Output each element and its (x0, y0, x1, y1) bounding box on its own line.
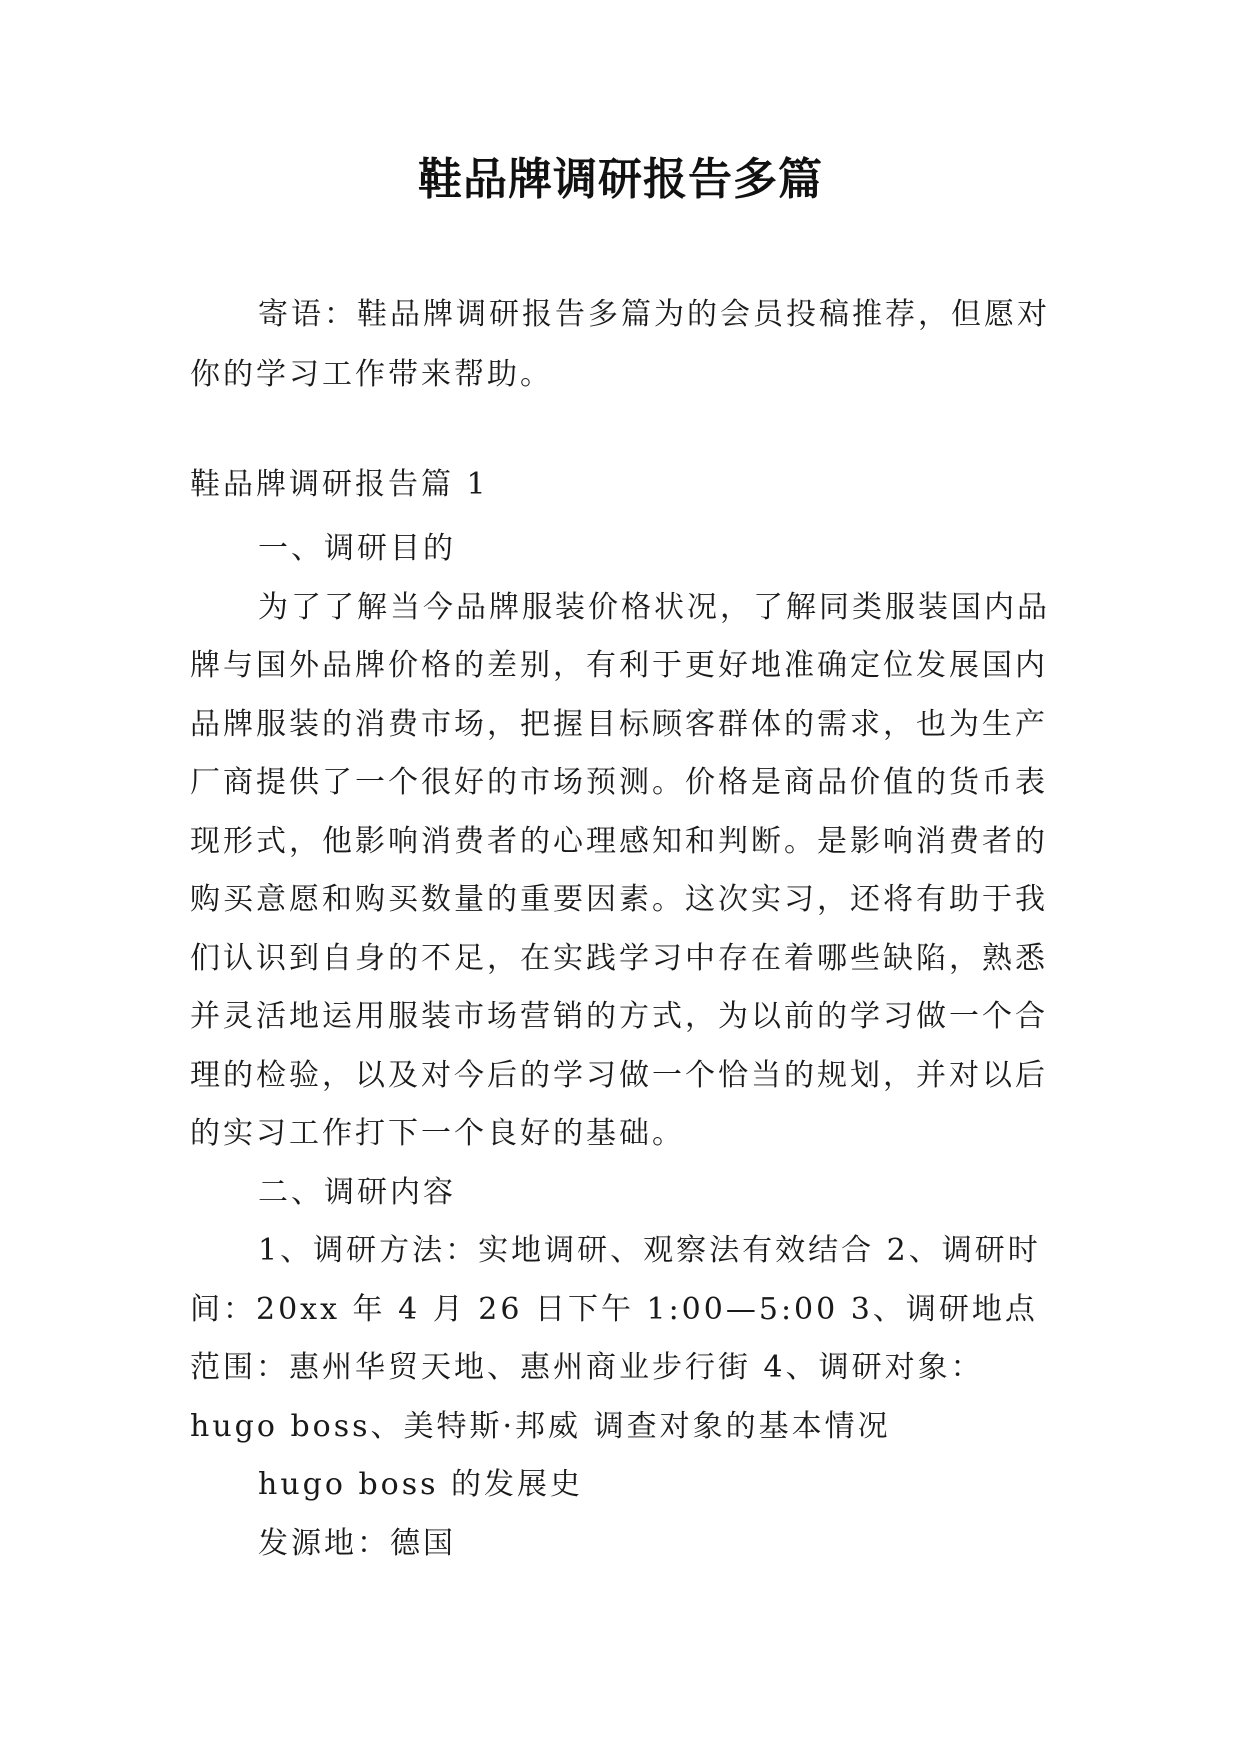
intro-paragraph: 寄语：鞋品牌调研报告多篇为的会员投稿推荐，但愿对你的学习工作带来帮助。 (190, 297, 1050, 392)
heading-research-purpose: 一、调研目的 (258, 531, 456, 566)
document-title: 鞋品牌调研报告多篇 (418, 154, 823, 205)
paragraph-research-details: 1、调研方法：实地调研、观察法有效结合 2、调研时间：20xx 年 4 月 26 日下午 1:00—5:00 3、调研地点范围：惠州华贸天地、惠州商业步行街 4、调研对象：hugo boss、美特斯·邦威 调查对象的基本情况 (190, 1233, 1041, 1444)
paragraph-origin: 发源地：德国 (258, 1525, 456, 1561)
paragraph-hugo-boss-history: hugo boss 的发展史 (258, 1467, 584, 1502)
section-heading: 鞋品牌调研报告篇 1 (190, 467, 489, 502)
paragraph-research-purpose: 为了了解当今品牌服装价格状况，了解同类服装国内品牌与国外品牌价格的差别，有利于更好地准确定位发展国内品牌服装的消费市场，把握目标顾客群体的需求，也为生产厂商提供了一个很好的市场预测。价格是商品价值的货币表现形式，他影响消费者的心理感知和判断。是影响消费者的购买意愿和购买数量的重要因素。这次实习，还将有助于我们认识到自身的不足，在实践学习中存在着哪些缺陷，熟悉并灵活地运用服装市场营销的方式，为以前的学习做一个合理的检验，以及对今后的学习做一个恰当的规划，并对以后的实习工作打下一个良好的基础。 (190, 589, 1050, 1151)
document-body (190, 520, 1070, 1573)
heading-research-content: 二、调研内容 (258, 1174, 456, 1210)
